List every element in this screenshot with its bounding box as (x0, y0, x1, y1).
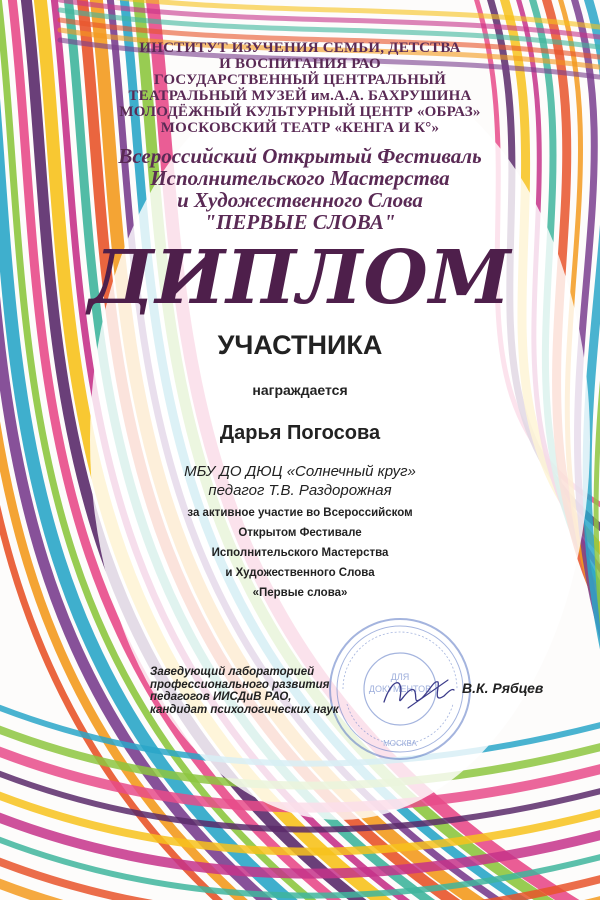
stamp-text-main: ДОКУМЕНТОВ (368, 684, 432, 694)
festival-line: и Художественного Слова (177, 188, 423, 212)
reason-line: и Художественного Слова (225, 567, 375, 579)
org-line: И ВОСПИТАНИЯ РАО (219, 56, 381, 72)
school-line: МБУ ДО ДЮЦ «Солнечный круг» (184, 463, 416, 480)
festival-line: Всероссийский Открытый Фестиваль (118, 144, 482, 168)
awarded-text: награждается (252, 382, 348, 398)
position-line: профессионального развития (150, 678, 330, 691)
festival-line: Исполнительского Мастерства (150, 166, 450, 190)
reason-line: Открытом Фестивале (238, 527, 362, 539)
teacher-line: педагог Т.В. Раздорожная (208, 482, 392, 499)
reason-line: Исполнительского Мастерства (211, 547, 389, 559)
org-line: ИНСТИТУТ ИЗУЧЕНИЯ СЕМЬИ, ДЕТСТВА (139, 40, 461, 56)
org-line: ГОСУДАРСТВЕННЫЙ ЦЕНТРАЛЬНЫЙ (154, 72, 446, 88)
stamp-text-top: ДЛЯ (390, 672, 410, 682)
position-line: кандидат психологических наук (150, 703, 339, 716)
recipient-name: Дарья Погосова (219, 422, 381, 444)
org-line: МОСКОВСКИЙ ТЕАТР «КЕНГА И К°» (160, 120, 440, 136)
position-line: Заведующий лабораторией (150, 666, 315, 678)
organizations-block (0, 40, 600, 136)
position-line: педагогов ИИСДиВ РАО, (150, 691, 292, 703)
school-block (0, 462, 600, 500)
festival-name-block (0, 145, 600, 233)
festival-line: "ПЕРВЫЕ СЛОВА" (204, 210, 396, 234)
participant-subtitle: УЧАСТНИКА (217, 330, 383, 360)
org-line: МОЛОДЁЖНЫЙ КУЛЬТУРНЫЙ ЦЕНТР «ОБРАЗ» (119, 104, 481, 120)
reason-block (0, 503, 600, 603)
reason-line: «Первые слова» (252, 587, 348, 599)
diploma-title: ДИПЛОМ (88, 235, 512, 321)
org-line: ТЕАТРАЛЬНЫЙ МУЗЕЙ им.А.А. БАХРУШИНА (128, 88, 472, 104)
signer-name: В.К. Рябцев (462, 680, 544, 696)
reason-line: за активное участие во Всероссийском (187, 507, 413, 519)
signer-position-block (150, 666, 410, 716)
stamp-text-city: МОСКВА (383, 739, 417, 748)
